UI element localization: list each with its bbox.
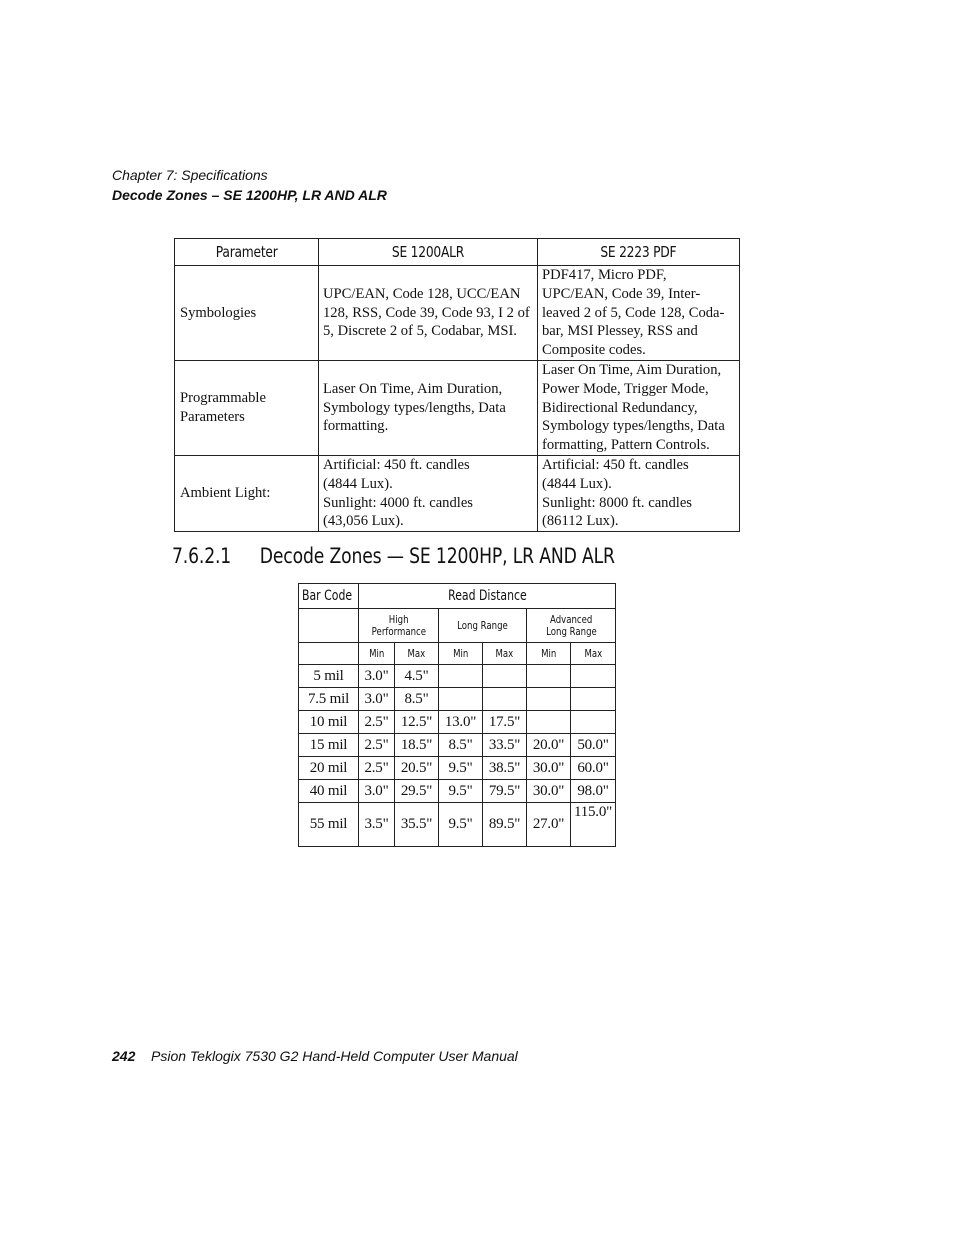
manual-title: Psion Teklogix 7530 G2 Hand-Held Computer User Manual — [151, 1048, 518, 1064]
distance-cell: 8.5" — [395, 688, 439, 711]
spec-line: (86112 Lux). — [542, 513, 619, 530]
spec-line: Artificial: 450 ft. candles — [542, 457, 689, 473]
distance-cell: 13.0" — [439, 711, 483, 734]
distance-cell — [571, 711, 616, 734]
zones-body — [299, 665, 616, 847]
scanner-spec-table — [174, 238, 740, 532]
distance-cell: 2.5" — [359, 734, 395, 757]
distance-cell: 20.0" — [527, 734, 571, 757]
spec-header-se2223pdf: SE 2223 PDF — [538, 239, 740, 266]
distance-cell: 60.0" — [571, 757, 616, 780]
bar-code-cell: 40 mil — [299, 780, 359, 803]
zones-group-row — [299, 609, 616, 643]
section-number: 7.6.2.1 — [172, 544, 232, 568]
bar-code-cell: 15 mil — [299, 734, 359, 757]
spec-header-parameter: Parameter — [175, 239, 319, 266]
distance-cell: 3.0" — [359, 780, 395, 803]
distance-cell: 30.0" — [527, 757, 571, 780]
max-header: Max — [395, 643, 439, 665]
zones-minmax-row — [299, 643, 616, 665]
distance-cell — [527, 665, 571, 688]
spec-line: Sunlight: 8000 ft. candles — [542, 494, 692, 511]
group-long-range: Long Range — [439, 609, 527, 643]
spec-line: (4844 Lux). — [542, 475, 612, 492]
spec-header-se1200alr: SE 1200ALR — [319, 239, 538, 266]
distance-cell — [527, 688, 571, 711]
zones-data-row — [299, 688, 616, 711]
empty-cell — [299, 609, 359, 643]
distance-cell: 2.5" — [359, 757, 395, 780]
distance-cell: 9.5" — [439, 757, 483, 780]
distance-cell: 79.5" — [483, 780, 527, 803]
bar-code-cell: 10 mil — [299, 711, 359, 734]
zones-data-row — [299, 665, 616, 688]
spec-pdf-cell: Laser On Time, Aim Duration, Power Mode, Trigger Mode, Bidirectional Redundancy, Symbology types/lengths, Data formatting, Pattern Controls. — [538, 361, 740, 456]
distance-cell — [571, 665, 616, 688]
bar-code-header: Bar Code — [299, 584, 359, 609]
distance-cell: 29.5" — [395, 780, 439, 803]
distance-cell — [571, 688, 616, 711]
distance-cell: 3.0" — [359, 665, 395, 688]
spec-param-cell: Ambient Light: — [175, 456, 319, 532]
spec-param-cell: Programmable Parameters — [175, 361, 319, 456]
distance-cell: 98.0" — [571, 780, 616, 803]
distance-cell: 3.0" — [359, 688, 395, 711]
spec-alr-cell: Laser On Time, Aim Duration, Symbology types/lengths, Data formatting. — [319, 361, 538, 456]
page-number: 242 — [112, 1048, 136, 1064]
running-header-chapter: Chapter 7: Specifications — [112, 167, 268, 183]
distance-cell: 17.5" — [483, 711, 527, 734]
max-header: Max — [483, 643, 527, 665]
spec-alr-cell — [319, 456, 538, 532]
max-header: Max — [571, 643, 616, 665]
min-header: Min — [359, 643, 395, 665]
spec-row-symbologies — [175, 266, 740, 361]
zones-header-row — [299, 584, 616, 609]
bar-code-cell: 7.5 mil — [299, 688, 359, 711]
section-title: Decode Zones — SE 1200HP, LR AND ALR — [259, 544, 615, 568]
spec-line: Sunlight: 4000 ft. candles — [323, 494, 473, 511]
distance-cell: 3.5" — [359, 803, 395, 847]
distance-cell — [439, 665, 483, 688]
distance-cell — [483, 688, 527, 711]
spec-line: Artificial: 450 ft. candles — [323, 457, 470, 473]
spec-pdf-cell — [538, 456, 740, 532]
group-advanced-long-range: Advanced Long Range — [527, 609, 616, 643]
zones-data-row — [299, 734, 616, 757]
distance-cell: 115.0" — [571, 803, 616, 847]
distance-cell: 2.5" — [359, 711, 395, 734]
spec-param-cell: Symbologies — [175, 266, 319, 361]
distance-cell: 12.5" — [395, 711, 439, 734]
distance-cell — [527, 711, 571, 734]
distance-cell: 20.5" — [395, 757, 439, 780]
distance-cell — [439, 688, 483, 711]
distance-cell: 4.5" — [395, 665, 439, 688]
zones-data-row — [299, 780, 616, 803]
running-header-section: Decode Zones – SE 1200HP, LR AND ALR — [112, 187, 387, 203]
spec-row-ambient-light — [175, 456, 740, 532]
section-heading — [172, 544, 615, 568]
group-high-performance: High Performance — [359, 609, 439, 643]
distance-cell: 8.5" — [439, 734, 483, 757]
read-distance-header: Read Distance — [359, 584, 616, 609]
zones-data-row — [299, 803, 616, 847]
page-footer — [112, 1048, 518, 1064]
distance-cell: 30.0" — [527, 780, 571, 803]
spec-header-row — [175, 239, 740, 266]
distance-cell: 38.5" — [483, 757, 527, 780]
min-header: Min — [439, 643, 483, 665]
distance-cell: 9.5" — [439, 803, 483, 847]
spec-row-programmable — [175, 361, 740, 456]
min-header: Min — [527, 643, 571, 665]
bar-code-cell: 5 mil — [299, 665, 359, 688]
spec-line: (43,056 Lux). — [323, 513, 404, 530]
empty-cell — [299, 643, 359, 665]
spec-pdf-cell: PDF417, Micro PDF, UPC/EAN, Code 39, Inter-leaved 2 of 5, Code 128, Coda-bar, MSI Plessey, RSS and Composite codes. — [538, 266, 740, 361]
distance-cell: 33.5" — [483, 734, 527, 757]
bar-code-cell: 20 mil — [299, 757, 359, 780]
zones-data-row — [299, 711, 616, 734]
distance-cell — [483, 665, 527, 688]
distance-cell: 89.5" — [483, 803, 527, 847]
spec-alr-cell: UPC/EAN, Code 128, UCC/EAN 128, RSS, Code 39, Code 93, I 2 of 5, Discrete 2 of 5, Codabar, MSI. — [319, 266, 538, 361]
zones-data-row — [299, 757, 616, 780]
distance-cell: 35.5" — [395, 803, 439, 847]
distance-cell: 9.5" — [439, 780, 483, 803]
spec-line: (4844 Lux). — [323, 475, 393, 492]
bar-code-cell: 55 mil — [299, 803, 359, 847]
distance-cell: 18.5" — [395, 734, 439, 757]
distance-cell: 50.0" — [571, 734, 616, 757]
decode-zones-table — [298, 583, 616, 847]
distance-cell: 27.0" — [527, 803, 571, 847]
